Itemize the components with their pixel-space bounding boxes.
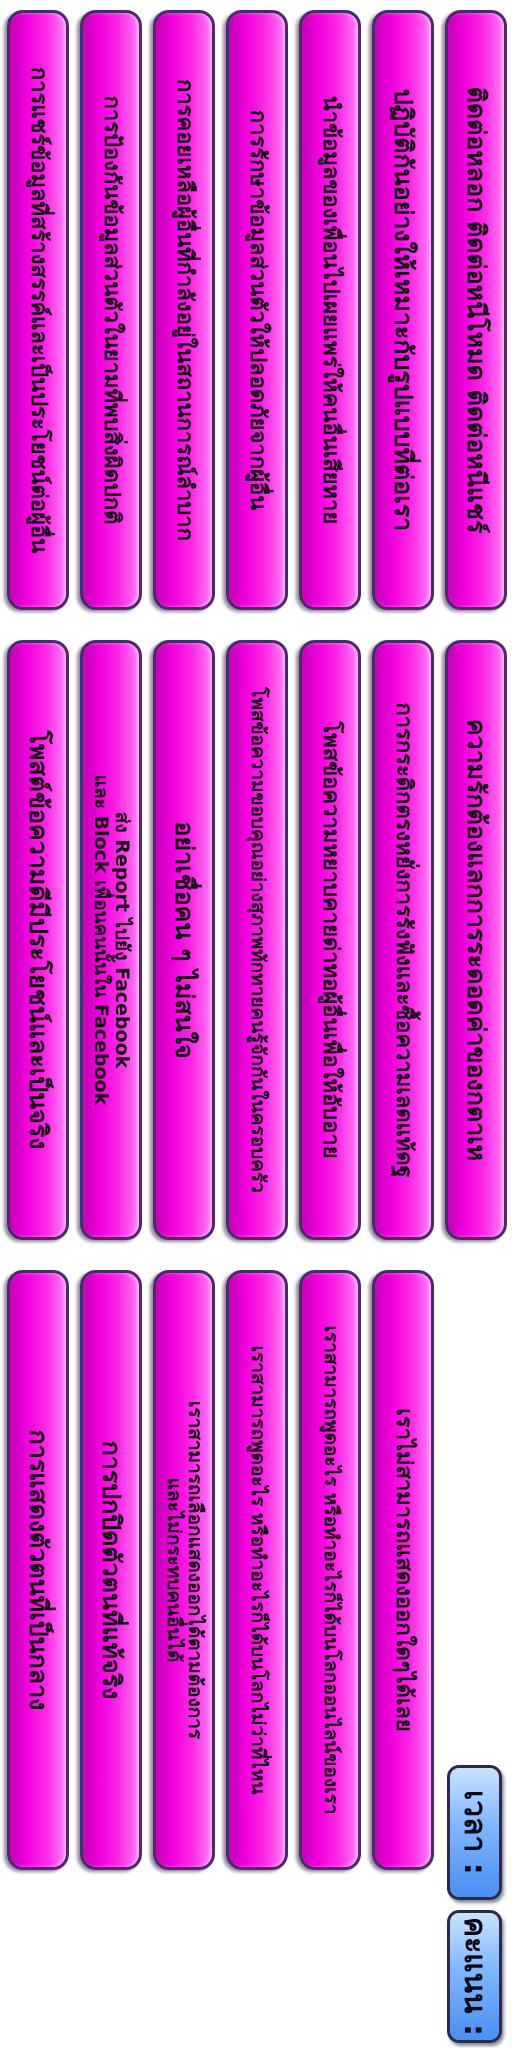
time-badge-text: เวลา : [457, 1790, 492, 1875]
card-r3-c[interactable] [299, 1270, 361, 1870]
card-label: เราสามารถพูดอะไร หรือทำอะไรก็ได้บนโลกไม่ว่าที่ไหน [246, 1345, 269, 1795]
card-r1-b[interactable] [445, 640, 507, 1240]
card-label: โพสต์ข้อความดีมีประโยชน์และเป็นจริง [24, 730, 54, 1150]
card-label: อย่าเชื่อคน ๆ ไม่สนใจ [170, 821, 200, 1059]
card-label: การแชร์ข้อมูลที่สร้างสรรค์และเป็นประโยชน์ต่อผู้อื่น [25, 66, 51, 554]
card-label: เราไม่สามารถแสดงออกใดๆได้เลย [390, 1408, 416, 1732]
card-label: การปกปิดตัวตนที่แท้จริง [97, 1440, 127, 1700]
card-label: โพสข้อความหยาบคายด่าทอผู้อื่นเพื่อให้อับอาย [317, 721, 343, 1159]
card-label: ติดต่อหลอก ติดต่อหนีโหมด ติดต่อหนีแชร์ [462, 86, 492, 534]
score-badge-text: คะแนน : [457, 1917, 492, 2036]
card-label: การแสดงตัวตนที่เป็นกลาง [24, 1429, 54, 1711]
card-r7-c[interactable] [7, 1270, 69, 1870]
card-r6-b[interactable] [80, 640, 142, 1240]
card-label: นำข้อมูลของเพื่อนไปเผยแพร่ให้คนอื่นเสียหาย [317, 95, 343, 525]
card-label-line: และไม่กระทบคนอื่นได้ [163, 1477, 185, 1663]
card-r3-a[interactable] [299, 10, 361, 610]
card-label-group [90, 759, 132, 1121]
card-label-group [163, 1385, 205, 1755]
card-label-line: เราสามารถเลือกแสดงออกได้ตามต้องการ [183, 1400, 206, 1740]
card-r4-c[interactable] [226, 1270, 288, 1870]
card-r2-a[interactable] [372, 10, 434, 610]
card-label-line: และ Block เพื่อนคนนั้นใน Facebook [90, 774, 112, 1106]
card-label: เราสามารถพูดอะไร หรือทำอะไรก็ได้บนโลกออนไลน์ของเรา [319, 1325, 342, 1815]
card-label: โพสข้อความขอบคุณอย่างสุภาพทักทายคนรู้จักกันในครอบครัว [246, 687, 269, 1193]
card-label: การรักษาข้อมูลส่วนตัวให้ปลอดภัยจากผู้อื่น [244, 109, 270, 511]
card-r5-b[interactable] [153, 640, 215, 1240]
card-label: การคอยเหลือผู้อื่นที่กำลังอยู่ในสถานการณ์ลำบาก [171, 79, 197, 541]
card-label: ความรักต้องแลกการระดอดค่าของกตาเห [462, 718, 492, 1162]
card-r4-b[interactable] [226, 640, 288, 1240]
card-label-line: ส่ง Report ไปยัง Facebook [110, 811, 133, 1069]
card-label: การกระดิกตรงหยั่งการรังฟังและซื้อความเลดแท้ดฐ [390, 702, 416, 1178]
card-r7-a[interactable] [7, 10, 69, 610]
card-label: ปฏิบัติกันอย่างให้เหมาะกับรูปแบบที่ต่อเรา [389, 88, 419, 532]
card-r7-b[interactable] [7, 640, 69, 1240]
card-r5-c[interactable] [153, 1270, 215, 1870]
card-r6-a[interactable] [80, 10, 142, 610]
card-r2-b[interactable] [372, 640, 434, 1240]
card-r5-a[interactable] [153, 10, 215, 610]
card-r3-b[interactable] [299, 640, 361, 1240]
score-badge [447, 1910, 502, 2043]
card-r4-a[interactable] [226, 10, 288, 610]
card-label: การป้องกันข้อมูลส่วนตัวในยามที่พบสิ่งผิดปกติ [98, 95, 124, 525]
time-badge [447, 1765, 502, 1900]
card-r1-a[interactable] [445, 10, 507, 610]
card-r2-c[interactable] [372, 1270, 434, 1870]
card-r6-c[interactable] [80, 1270, 142, 1870]
